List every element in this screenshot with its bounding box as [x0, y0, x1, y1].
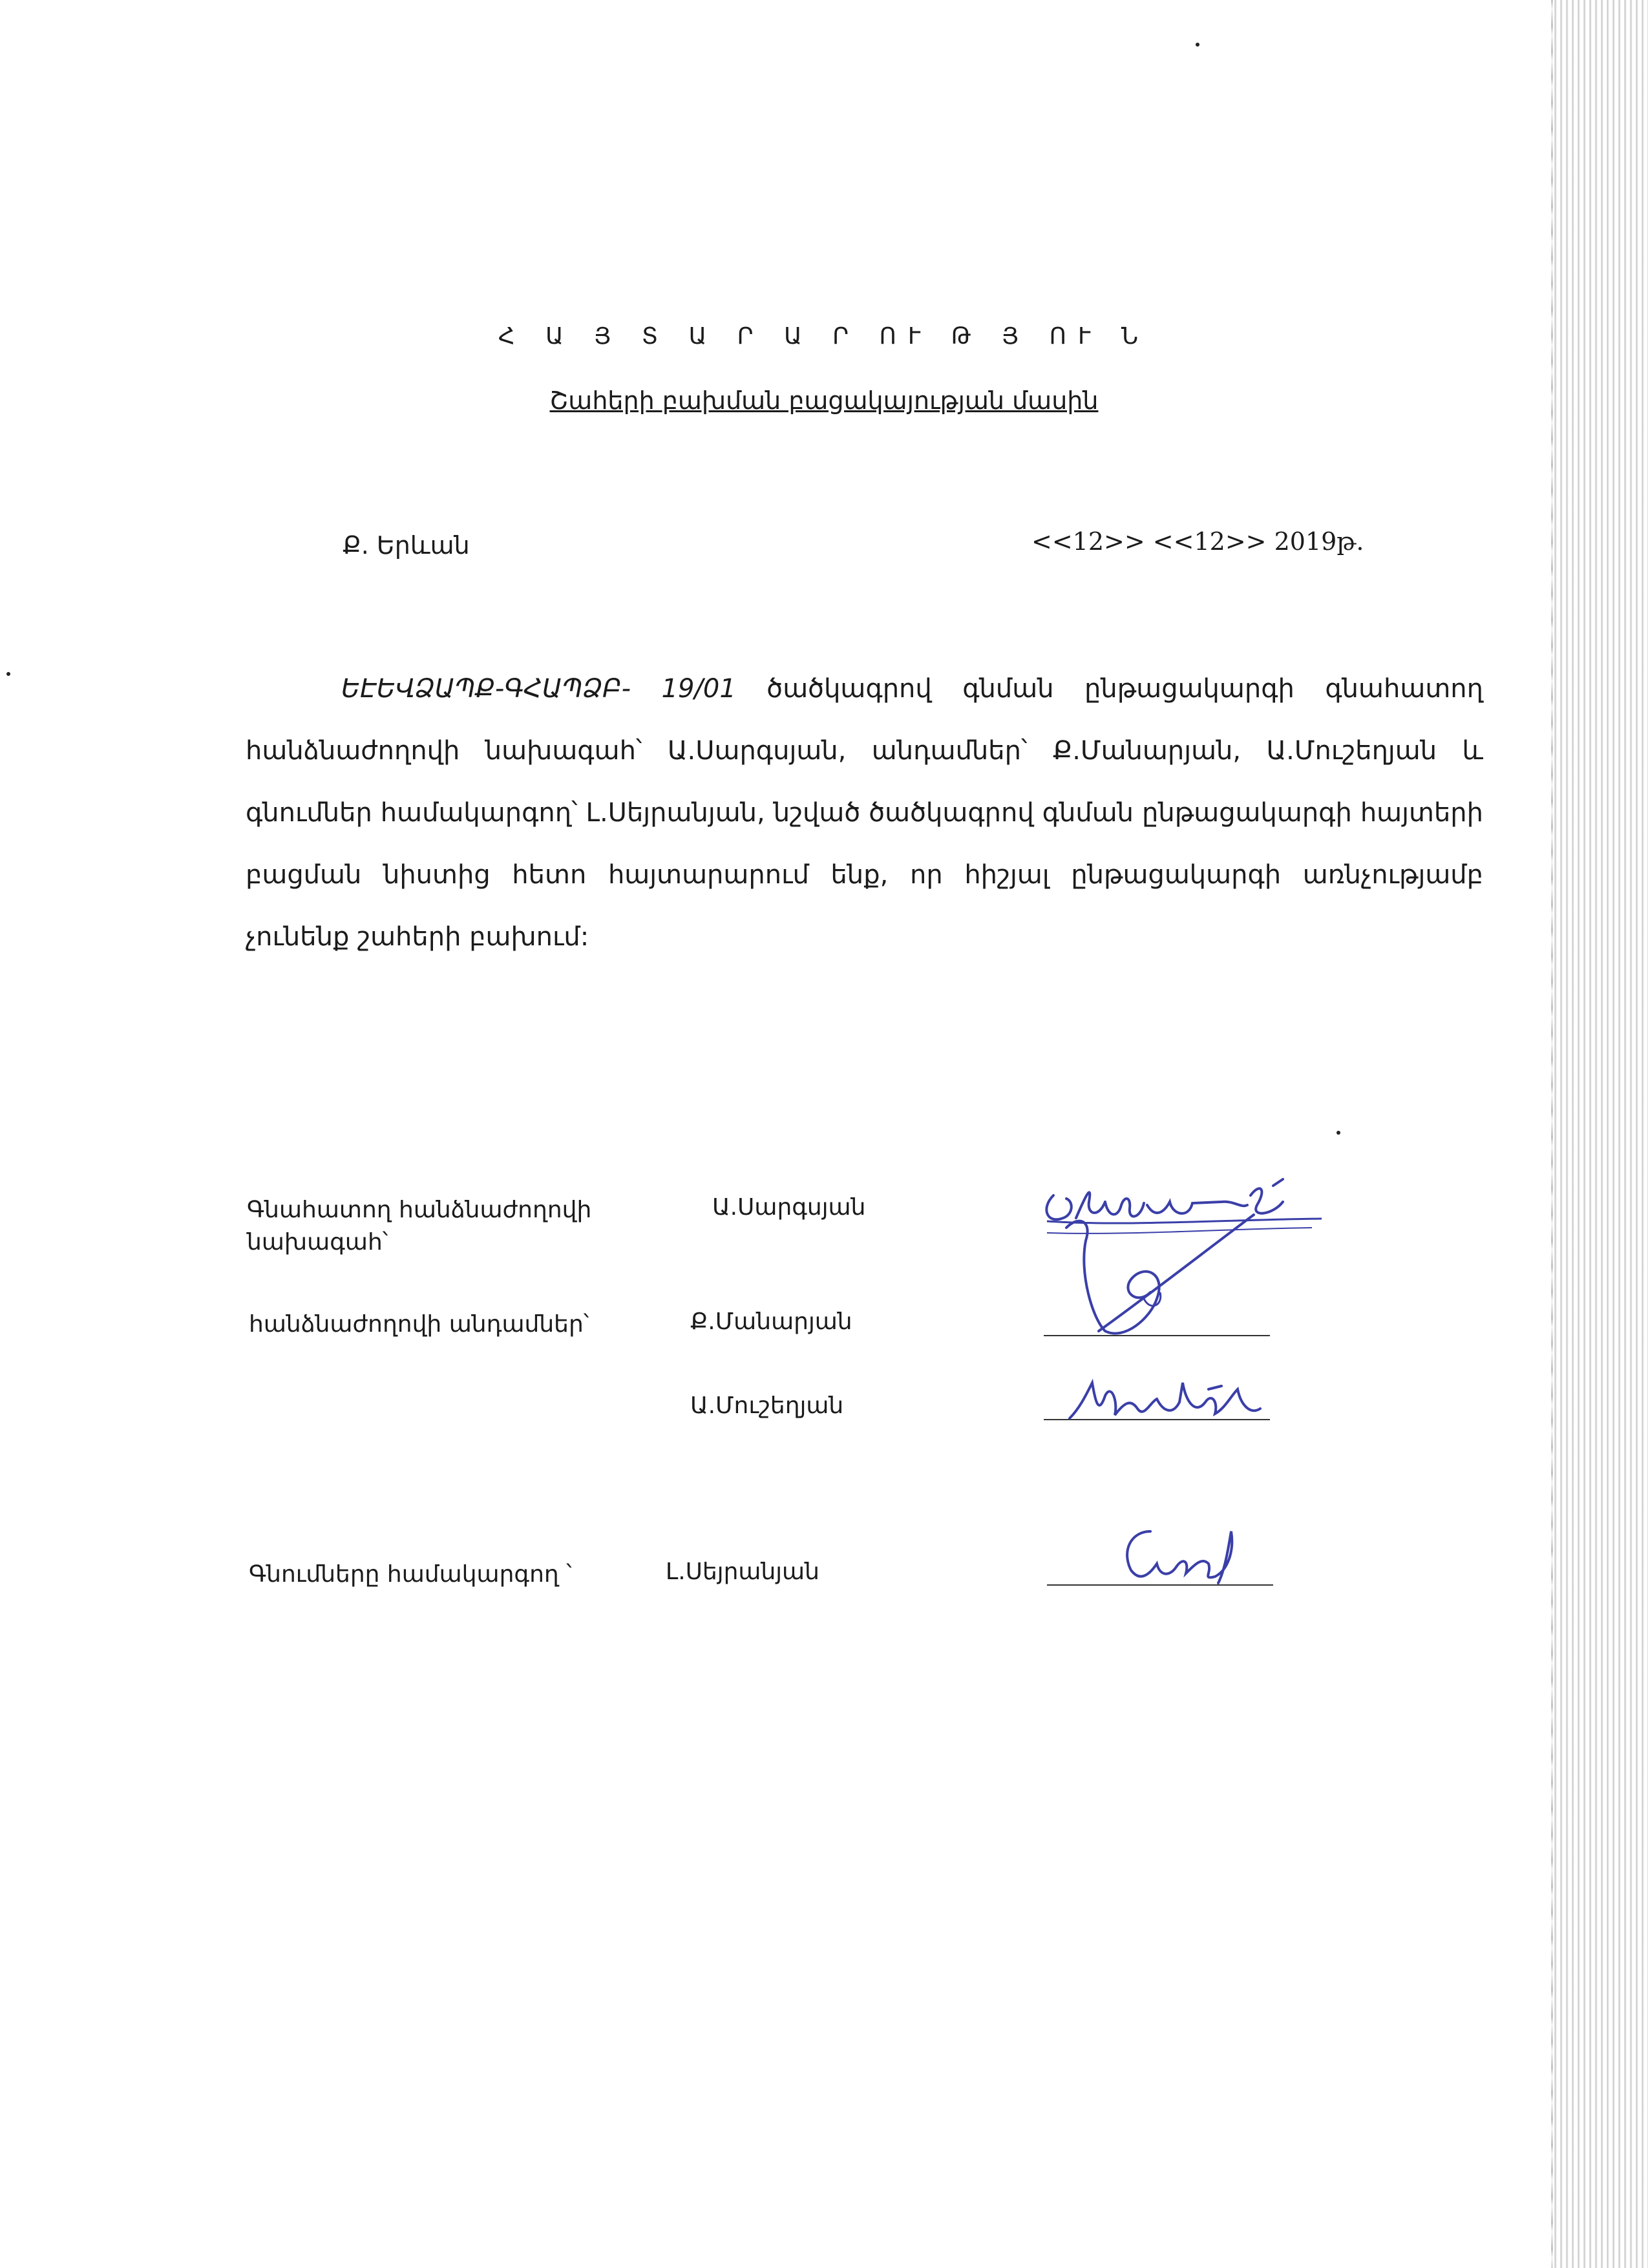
signatory-name: Ա.Մուշեղյան	[690, 1392, 844, 1419]
signatory-name: Ք.Մանարյան	[690, 1308, 852, 1335]
signatory-name: Լ.Սեյրանյան	[666, 1559, 819, 1585]
document-subtitle: Շահերի բախման բացակայության մասին	[549, 386, 1099, 415]
declaration-body	[246, 658, 1483, 968]
signatory-name: Ա.Սարգսյան	[712, 1194, 866, 1221]
signature-seyranyan	[1105, 1512, 1273, 1596]
document-title: Հ Ա Յ Տ Ա Ր Ա Ր ՈՒ Թ Յ ՈՒ Ն	[498, 323, 1150, 350]
scan-speck	[1336, 1131, 1340, 1135]
document-city: Ք. Երևան	[343, 531, 470, 560]
document-date: <<12>> <<12>> 2019թ.	[1031, 527, 1364, 556]
signatory-role: հանձնաժողովի անդամներ՝	[249, 1311, 589, 1338]
signatory-role: Գնումները համակարգող ՝	[249, 1561, 572, 1588]
scan-speck	[1196, 43, 1199, 47]
signatory-role: Գնահատող հանձնաժողովի նախագահ՝	[247, 1197, 592, 1255]
signature-mushegyan	[1060, 1363, 1280, 1434]
signature-manaryan	[1053, 1202, 1267, 1350]
procurement-code: ԵԷԵՎՁԱՊՔ-ԳՀԱՊՁԲ- 19/01	[341, 674, 736, 704]
declaration-text: ծածկագրով գնման ընթացակարգի գնահատող հանձնաժողովի նախագահ՝ Ա.Սարգսյան, անդամներ՝ Ք.Մանարյան, Ա.Մուշեղյան և գնումներ համակարգող՝ Լ.Սեյրանյան, նշված ծածկագրով գնման ընթացակարգի հայտերի բացման նիստից հետո հայտարարում ենք, որ հիշյալ ընթացակարգի առնչությամբ չունենք շահերի բախում:	[246, 674, 1483, 952]
scan-speck	[6, 672, 10, 676]
